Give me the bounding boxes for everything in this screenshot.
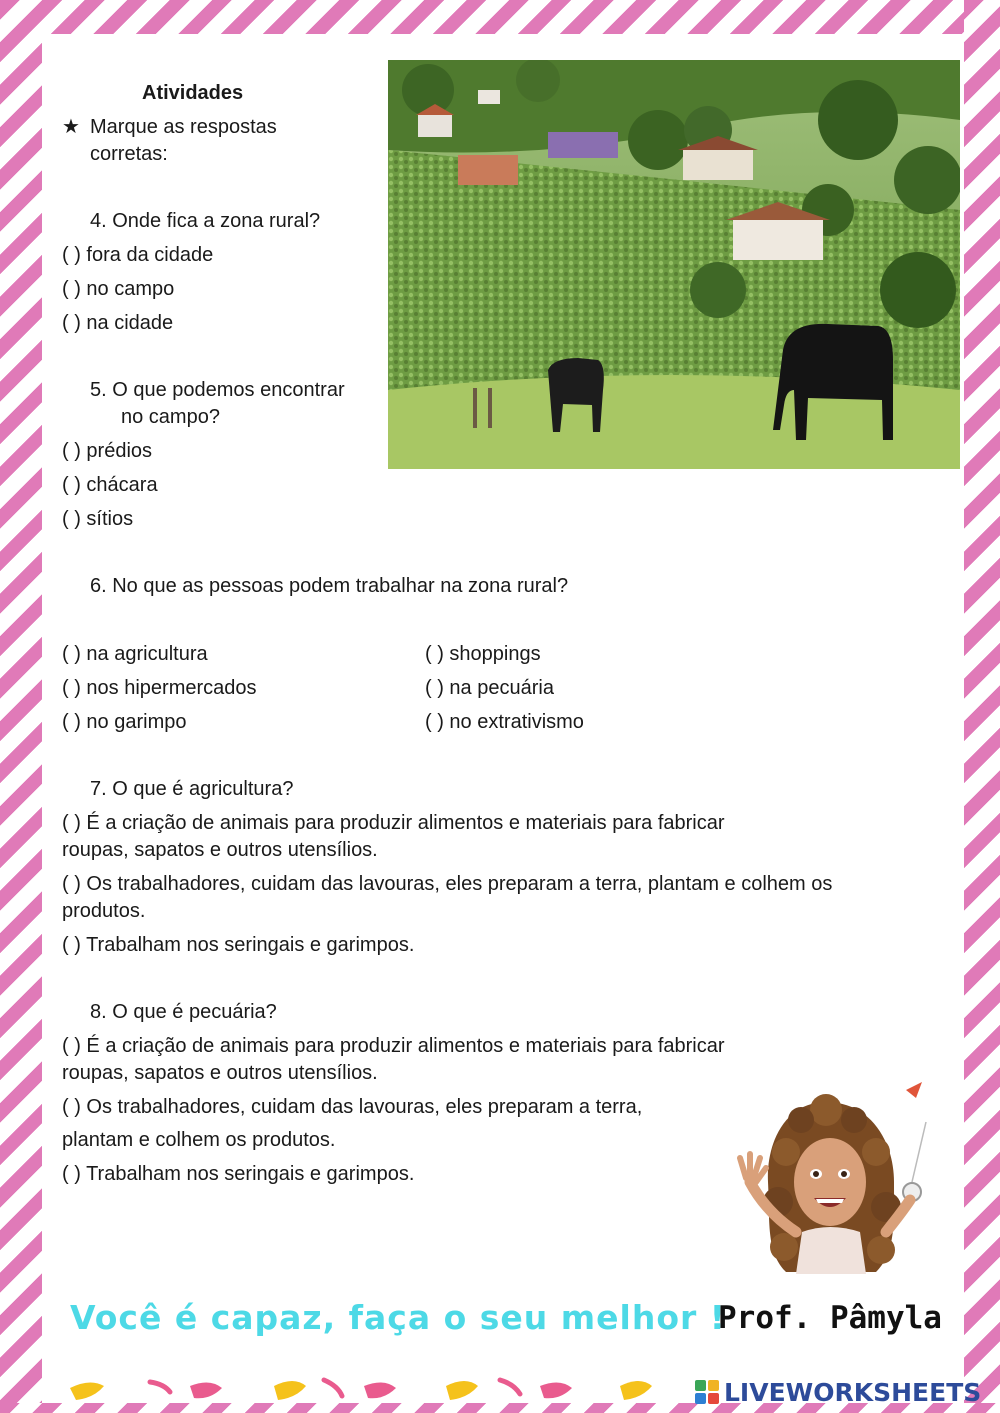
question-5-line-1: 5. O que podemos encontrar [90, 379, 345, 401]
teacher-avatar [726, 1082, 946, 1282]
q8-option-1-line-1[interactable]: ( ) É a criação de animais para produzir alimentos e materiais para fabricar [62, 1035, 725, 1057]
rural-landscape-photo [388, 60, 960, 469]
question-6: 6. No que as pessoas podem trabalhar na zona rural? [90, 575, 569, 597]
q6-option-left-1[interactable]: ( ) na agricultura [62, 643, 208, 665]
q7-option-1-line-2: roupas, sapatos e outros utensílios. [62, 839, 378, 861]
q4-option-3[interactable]: ( ) na cidade [62, 312, 174, 334]
q6-option-right-3[interactable]: ( ) no extrativismo [425, 711, 584, 733]
q8-option-2-line-1[interactable]: ( ) Os trabalhadores, cuidam das lavouras, eles preparam a terra, [62, 1096, 643, 1118]
q4-option-1[interactable]: ( ) fora da cidade [62, 244, 214, 266]
liveworksheets-brand [694, 1376, 981, 1408]
teacher-signature: Prof. Pâmyla [718, 1300, 942, 1336]
question-5-line-2: no campo? [121, 406, 220, 428]
q6-option-left-2[interactable]: ( ) nos hipermercados [62, 677, 257, 699]
q6-option-left-3[interactable]: ( ) no garimpo [62, 711, 187, 733]
q5-option-1[interactable]: ( ) prédios [62, 440, 153, 462]
brand-name: LIVEWORKSHEETS [724, 1377, 982, 1407]
page-title: Atividades [142, 82, 244, 104]
star-icon: ★ [62, 116, 80, 138]
motivational-slogan: Você é capaz, faça o seu melhor ! [70, 1298, 726, 1337]
q8-option-2-line-2: plantam e colhem os produtos. [62, 1129, 336, 1151]
decorative-border-top [0, 0, 1000, 34]
decorative-border-right [964, 0, 1000, 1413]
instruction-text: Marque as respostas corretas: [90, 116, 277, 165]
question-4: 4. Onde fica a zona rural? [90, 210, 321, 232]
instruction [62, 114, 362, 168]
q6-option-right-2[interactable]: ( ) na pecuária [425, 677, 554, 699]
decorative-border-left [0, 0, 42, 1413]
question-8: 8. O que é pecuária? [90, 1001, 277, 1023]
q5-option-2[interactable]: ( ) chácara [62, 474, 158, 496]
q7-option-1-line-1[interactable]: ( ) É a criação de animais para produzir alimentos e materiais para fabricar [62, 812, 725, 834]
question-7: 7. O que é agricultura? [90, 778, 294, 800]
q7-option-2-line-2: produtos. [62, 900, 146, 922]
confetti-decoration [60, 1374, 680, 1410]
q7-option-3[interactable]: ( ) Trabalham nos seringais e garimpos. [62, 934, 415, 956]
liveworksheets-logo-icon [694, 1379, 720, 1405]
q6-option-right-1[interactable]: ( ) shoppings [425, 643, 541, 665]
q8-option-1-line-2: roupas, sapatos e outros utensílios. [62, 1062, 378, 1084]
q5-option-3[interactable]: ( ) sítios [62, 508, 134, 530]
q8-option-3[interactable]: ( ) Trabalham nos seringais e garimpos. [62, 1163, 415, 1185]
q4-option-2[interactable]: ( ) no campo [62, 278, 175, 300]
q7-option-2-line-1[interactable]: ( ) Os trabalhadores, cuidam das lavouras, eles preparam a terra, plantam e colhem os [62, 873, 833, 895]
